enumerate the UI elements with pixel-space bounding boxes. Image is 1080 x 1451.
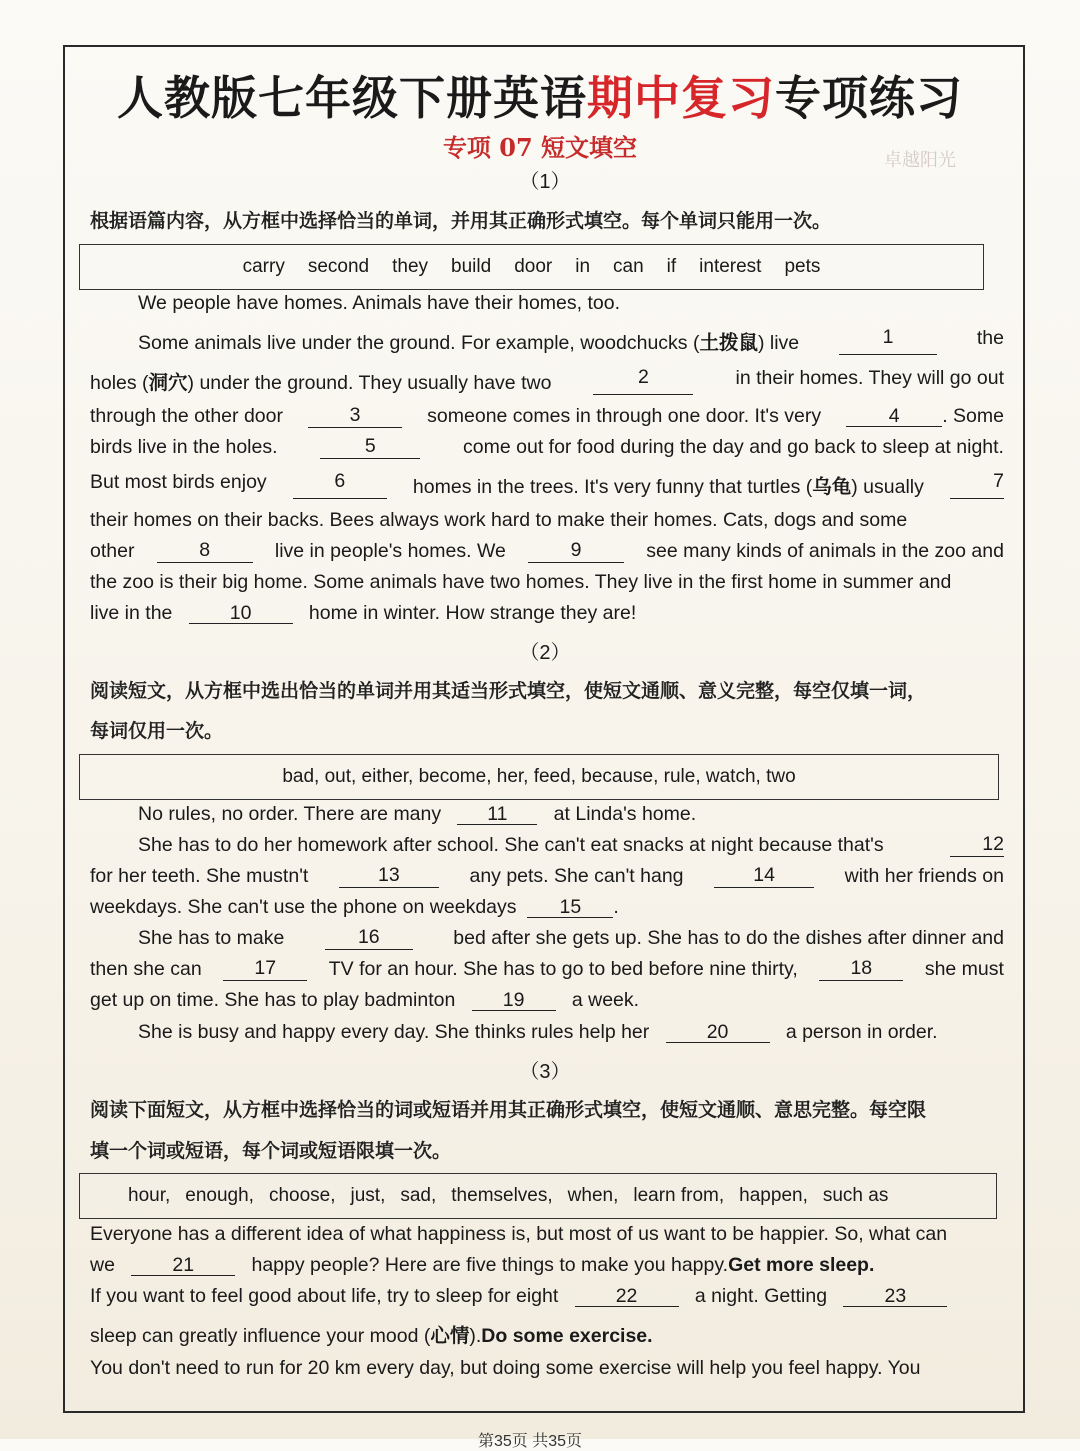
passage-line: No rules, no order. There are many 11 at Linda's home.: [138, 803, 697, 825]
section-2-instruction-line-1: 阅读短文，从方框中选出恰当的单词并用其适当形式填空，使短文通顺、意义完整，每空仅填一词，: [90, 680, 927, 702]
watermark: 卓越阳光: [884, 150, 956, 171]
passage-line: live in the 10 home in winter. How strange they are!: [90, 602, 637, 624]
word-option: interest: [699, 256, 762, 277]
passage-text: then she can: [90, 958, 202, 980]
passage-text: come out for food during the day and go back to sleep at night.: [463, 436, 1004, 458]
answer-blank[interactable]: 1: [839, 327, 937, 355]
section-3-word-box: [79, 1173, 997, 1219]
section-3-instruction-line-2: 填一个词或短语，每个词或短语限填一次。: [90, 1140, 452, 1162]
word-option: if: [666, 256, 677, 277]
answer-blank[interactable]: 18: [819, 958, 903, 981]
section-1-word-box: [79, 244, 984, 290]
word-option: hour,: [128, 1185, 171, 1206]
answer-blank[interactable]: 21: [131, 1255, 235, 1276]
page-title: [0, 62, 1080, 128]
answer-blank[interactable]: 15: [527, 897, 613, 918]
passage-line: You don't need to run for 20 km every day, but doing some exercise will help you feel happy. You: [90, 1357, 921, 1379]
answer-blank[interactable]: 16: [325, 927, 413, 950]
section-2-word-box: [79, 754, 999, 800]
passage-text: homes in the trees. It's very funny that turtles (乌龟) usually: [412, 475, 924, 498]
passage-text: the: [976, 327, 1004, 349]
word-option: just,: [350, 1185, 386, 1206]
passage-line: weekdays. She can't use the phone on weekdays 15 .: [90, 896, 619, 918]
passage-line: [90, 367, 1004, 395]
answer-blank[interactable]: 6: [293, 471, 387, 499]
subheading: Do some exercise.: [481, 1325, 653, 1347]
passage-text: with her friends on: [844, 865, 1004, 887]
passage-line: [90, 471, 1004, 499]
passage-text: someone comes in through one door. It's very: [427, 405, 822, 427]
answer-blank[interactable]: 9: [528, 540, 624, 563]
answer-blank[interactable]: 8: [157, 540, 253, 563]
answer-blank[interactable]: 4: [846, 406, 942, 427]
passage-line: [138, 834, 1004, 857]
section-2-number: （2）: [519, 642, 571, 664]
passage-text: holes (洞穴) under the ground. They usually have two: [90, 371, 552, 394]
title-part-2: 专项练习: [775, 71, 963, 125]
section-2-instruction-line-2: 每词仅用一次。: [90, 720, 224, 742]
answer-blank[interactable]: 11: [457, 804, 537, 825]
answer-blank[interactable]: 10: [189, 603, 293, 624]
word-option: door: [514, 256, 553, 277]
word-options: bad, out, either, become, her, feed, because, rule, watch, two: [282, 766, 796, 787]
passage-text: see many kinds of animals in the zoo and: [646, 540, 1004, 562]
title-part-red: 期中复习: [587, 71, 775, 125]
word-option: enough,: [185, 1185, 254, 1206]
passage-line: [90, 865, 1004, 888]
passage-line: If you want to feel good about life, try to sleep for eight 22 a night. Getting 23: [90, 1285, 1004, 1308]
answer-blank[interactable]: 5: [320, 436, 420, 459]
answer-blank[interactable]: 22: [575, 1286, 679, 1307]
passage-line: get up on time. She has to play badminton 19 a week.: [90, 989, 640, 1011]
passage-text: She has to make: [138, 927, 285, 949]
subheading: Get more sleep.: [728, 1254, 875, 1276]
passage-text: through the other door: [90, 405, 283, 427]
answer-blank[interactable]: 7: [950, 471, 1004, 499]
word-option: can: [613, 256, 644, 277]
word-option: choose,: [268, 1185, 336, 1206]
answer-blank[interactable]: 23: [843, 1286, 947, 1307]
passage-text: other: [90, 540, 135, 562]
passage-line: we 21 happy people? Here are five things to make you happy.Get more sleep.: [90, 1254, 875, 1276]
word-option: such as: [822, 1185, 889, 1206]
answer-blank[interactable]: 13: [339, 865, 439, 888]
passage-text: Some animals live under the ground. For example, woodchucks (土拨鼠) live: [138, 331, 800, 354]
section-3-instruction-line-1: 阅读下面短文，从方框中选择恰当的词或短语并用其正确形式填空，使短文通顺、意思完整。每空限: [90, 1099, 927, 1121]
passage-line: [90, 958, 1004, 981]
answer-blank[interactable]: 20: [666, 1022, 770, 1043]
word-option: build: [451, 256, 492, 277]
passage-line: She is busy and happy every day. She thinks rules help her 20 a person in order.: [138, 1021, 938, 1043]
answer-blank[interactable]: 3: [308, 405, 402, 428]
passage-line: their homes on their backs. Bees always work hard to make their homes. Cats, dogs and some: [90, 509, 908, 531]
page-number: 第35页 共35页: [478, 1433, 583, 1450]
passage-text: 4 . Some: [846, 405, 1004, 428]
section-1-number: （1）: [519, 171, 571, 193]
passage-line: [90, 540, 1004, 563]
title-part-1: 人教版七年级下册英语: [117, 71, 587, 125]
answer-blank[interactable]: 17: [223, 958, 307, 981]
answer-blank[interactable]: 14: [714, 865, 814, 888]
passage-text: She has to do her homework after school. She can't eat snacks at night because that's: [138, 834, 884, 856]
passage-line: [90, 405, 1004, 428]
passage-line: [90, 436, 1004, 459]
passage-text: bed after she gets up. She has to do the dishes after dinner and: [453, 927, 1004, 949]
passage-line: [138, 927, 1004, 950]
passage-line: [138, 327, 1004, 355]
passage-text: for her teeth. She mustn't: [90, 865, 309, 887]
passage-line: the zoo is their big home. Some animals have two homes. They live in the first home in summer and: [90, 571, 952, 593]
answer-blank[interactable]: 12: [950, 834, 1004, 857]
passage-line: Everyone has a different idea of what happiness is, but most of us want to be happier. So, what can: [90, 1223, 948, 1245]
word-option: they: [392, 256, 429, 277]
word-option: when,: [567, 1185, 619, 1206]
section-3-number: （3）: [519, 1061, 571, 1083]
passage-text: But most birds enjoy: [90, 471, 267, 493]
section-1-instruction: 根据语篇内容，从方框中选择恰当的单词，并用其正确形式填空。每个单词只能用一次。: [90, 210, 832, 232]
passage-text: TV for an hour. She has to go to bed before nine thirty,: [328, 958, 798, 980]
word-option: sad,: [400, 1185, 437, 1206]
word-option: themselves,: [451, 1185, 553, 1206]
passage-text: she must: [924, 958, 1004, 980]
word-option: carry: [242, 256, 285, 277]
word-option: in: [575, 256, 591, 277]
passage-text: in their homes. They will go out: [735, 367, 1004, 389]
page-subtitle: 专项 07 短文填空: [442, 133, 638, 162]
passage-line: sleep can greatly influence your mood (心情).Do some exercise.: [90, 1324, 653, 1347]
word-option: second: [307, 256, 370, 277]
answer-blank[interactable]: 2: [593, 367, 693, 395]
word-option: happen,: [739, 1185, 808, 1206]
passage-text: live in people's homes. We: [274, 540, 506, 562]
passage-text: any pets. She can't hang: [469, 865, 684, 887]
word-option: learn from,: [633, 1185, 725, 1206]
answer-blank[interactable]: 19: [472, 990, 556, 1011]
passage-text: birds live in the holes.: [90, 436, 278, 458]
word-option: pets: [784, 256, 821, 277]
passage-line: We people have homes. Animals have their homes, too.: [138, 292, 620, 314]
